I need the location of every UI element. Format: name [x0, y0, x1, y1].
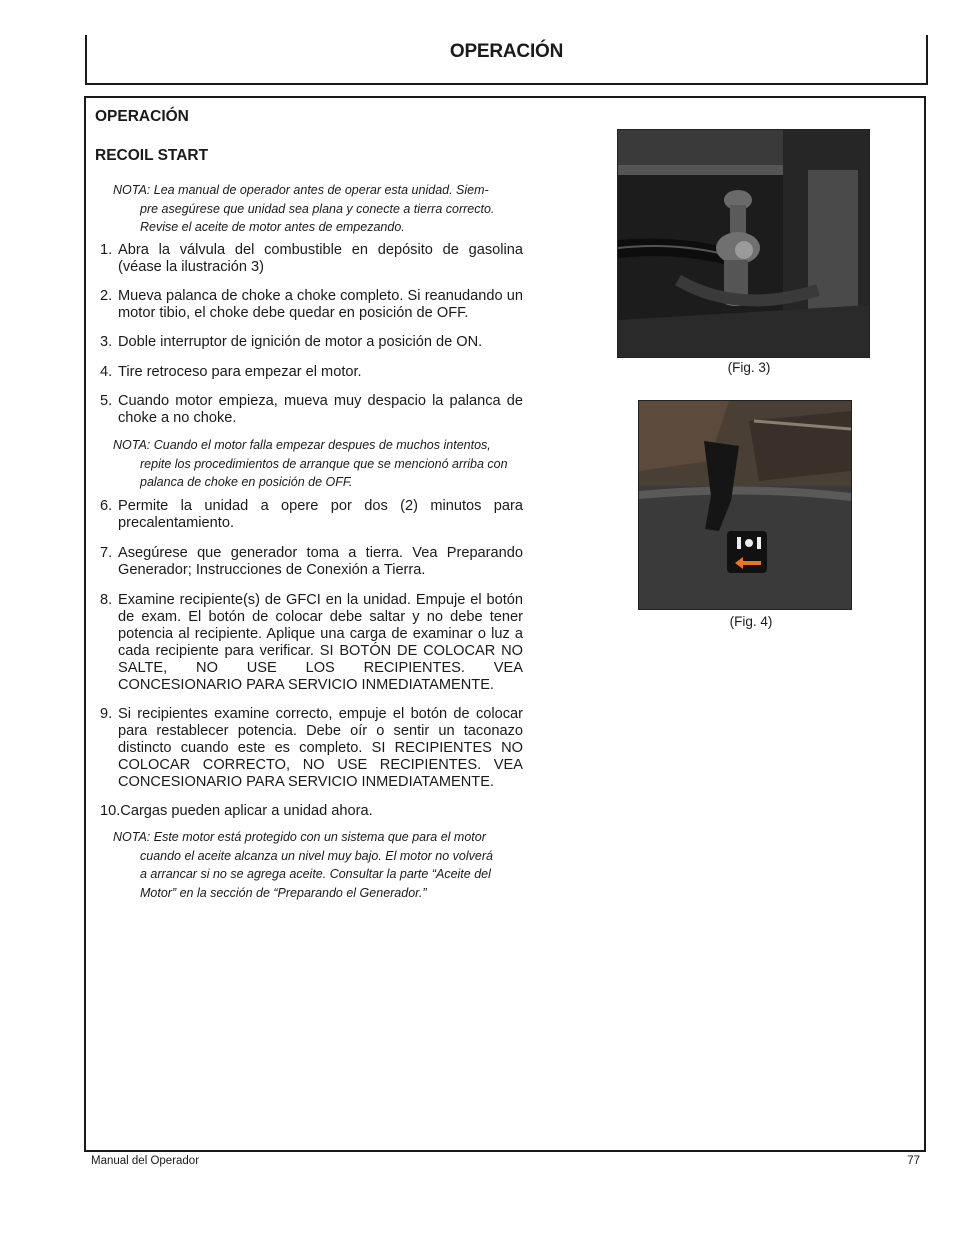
step-text: Permite la unidad a opere por dos (2) minutos para precalentamiento.: [118, 498, 523, 531]
step-1: [100, 242, 523, 276]
step-10: [100, 803, 523, 820]
step-number: 2.: [100, 288, 113, 304]
step-text: Doble interruptor de ignición de motor a posición de ON.: [118, 334, 483, 350]
step-text: Tire retroceso para empezar el motor.: [118, 364, 362, 380]
step-number: 4.: [100, 364, 113, 380]
step-5: [100, 393, 523, 427]
step-text: Asegúrese que generador toma a tierra. Vea Preparando Generador; Instrucciones de Conexión a Tierra.: [118, 545, 523, 578]
step-9: [100, 706, 523, 791]
note-2: [113, 436, 533, 492]
step-text: Examine recipiente(s) de GFCI en la unidad. Empuje el botón de exam. El botón de colocar debe saltar y no debe tener potencia al recipiente. Aplique una carga de examinar o luz a cada recipiente para verificar. SI BOTÓN DE COLOCAR NO SALTE, NO USE LOS RECIPIENTES. VEA CONCESIONARIO PARA SERVICIO INMEDIATAMENTE.: [118, 592, 523, 693]
step-6: [100, 498, 523, 532]
footer-manual-title: Manual del Operador: [91, 1155, 200, 1167]
step-8: [100, 592, 523, 694]
note-line: NOTA: Lea manual de operador antes de operar esta unidad. Siem-: [113, 183, 489, 197]
note-3: [113, 828, 533, 903]
note-line: cuando el aceite alcanza un nivel muy bajo. El motor no volverá: [140, 848, 493, 863]
step-7: [100, 545, 523, 579]
step-number: 1.: [100, 242, 113, 258]
note-line: NOTA: Este motor está protegido con un sistema que para el motor: [113, 830, 486, 844]
section-subtitle: RECOIL START: [95, 147, 209, 164]
note-line: palanca de choke en posición de OFF.: [140, 475, 353, 490]
choke-lever-photo: [638, 400, 852, 610]
step-number: 8.: [100, 592, 113, 608]
note-line: pre asegúrese que unidad sea plana y conecte a tierra correcto.: [140, 201, 495, 216]
note-line: repite los procedimientos de arranque que se mencionó arriba con: [140, 456, 508, 471]
step-number: 5.: [100, 393, 113, 409]
note-line: NOTA: Cuando el motor falla empezar despues de muchos intentos,: [113, 438, 491, 452]
step-text: Si recipientes examine correcto, empuje el botón de colocar para restablecer potencia. Debe oír o sentir un taconazo distincto cuando este es completo. SI RECIPIENTES NO COLOCAR CORRECTO, NO USE RECIPIENTES. VEA CONCESIONARIO PARA SERVICIO INMEDIATAMENTE.: [118, 706, 523, 790]
choke-lever-illustration: [639, 401, 851, 609]
note-line: a arrancar si no se agrega aceite. Consultar la parte “Aceite del: [140, 867, 491, 882]
step-number: 10.: [100, 803, 121, 819]
note-1: [113, 181, 533, 237]
note-line: Motor” en la sección de “Preparando el Generador.”: [140, 886, 427, 901]
step-4: [100, 364, 523, 381]
step-text: Abra la válvula del combustible en depósito de gasolina (véase la ilustración 3): [118, 242, 523, 275]
footer-page-number: 77: [907, 1155, 920, 1167]
step-text: Cuando motor empieza, mueva muy despacio la palanca de choke a no choke.: [118, 393, 523, 426]
step-number: 3.: [100, 334, 113, 350]
step-number: 9.: [100, 706, 113, 722]
note-line: Revise el aceite de motor antes de empezando.: [140, 220, 405, 235]
fuel-valve-illustration: [618, 130, 869, 357]
figure-3-caption: (Fig. 3): [727, 360, 771, 375]
figure-4-caption: (Fig. 4): [729, 614, 773, 629]
step-number: 7.: [100, 545, 113, 561]
step-2: [100, 288, 523, 322]
page-title: OPERACIÓN: [449, 41, 564, 62]
step-3: [100, 334, 523, 351]
step-text: Mueva palanca de choke a choke completo. Si reanudando un motor tibio, el choke debe quedar en posición de OFF.: [118, 288, 523, 321]
header-box: [85, 35, 928, 85]
step-number: 6.: [100, 498, 113, 514]
step-text: Cargas pueden aplicar a unidad ahora.: [120, 803, 373, 819]
section-title: OPERACIÓN: [95, 108, 189, 125]
fuel-valve-photo: [617, 129, 870, 358]
